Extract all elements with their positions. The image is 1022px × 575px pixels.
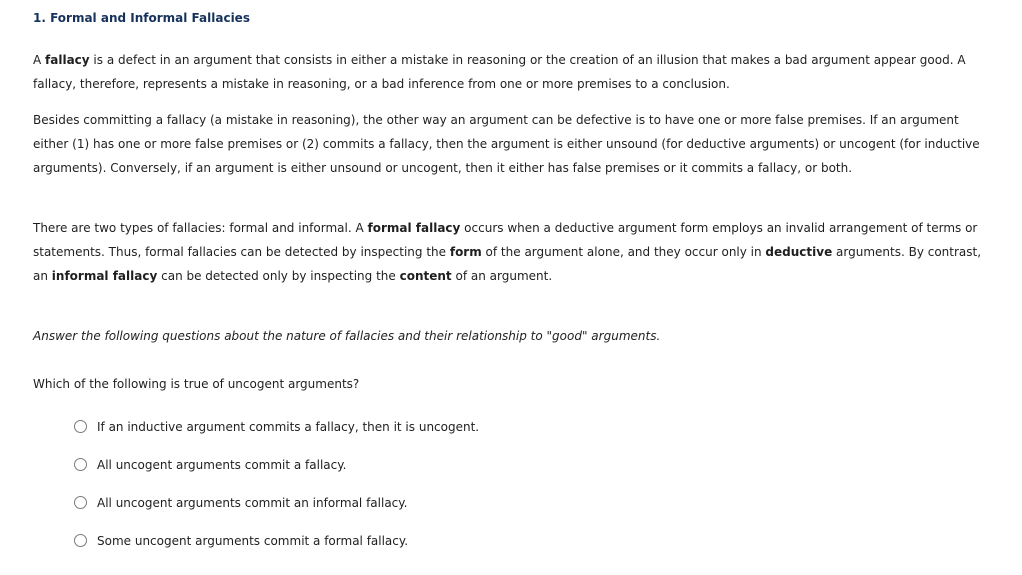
p3-text-1: There are two types of fallacies: formal and informal. A <box>33 221 368 235</box>
p3-term-content: content <box>399 269 452 283</box>
answer-option-label[interactable]: All uncogent arguments commit an informal fallacy. <box>97 496 408 510</box>
p3-term-informal-fallacy: informal fallacy <box>51 269 158 283</box>
answer-options <box>74 416 874 568</box>
p3-text-6: of an argument. <box>451 269 553 283</box>
answer-option[interactable] <box>74 530 874 568</box>
p1-term-fallacy: fallacy <box>45 53 90 67</box>
instruction-text: Answer the following questions about the nature of fallacies and their relationship to "good" arguments. <box>33 329 661 343</box>
paragraph-fallacy-types <box>33 216 993 288</box>
answer-option[interactable] <box>74 492 874 530</box>
paragraph-fallacy-definition <box>33 48 993 96</box>
answer-option-label[interactable]: All uncogent arguments commit a fallacy. <box>97 458 347 472</box>
p3-text-2: occurs when a deductive argument form employs an invalid arrangement of terms or statements. Thus, formal fallacies can be detected by inspecting the <box>33 221 978 259</box>
radio-button[interactable] <box>74 458 87 471</box>
radio-button[interactable] <box>74 534 87 547</box>
p1-text-1: A <box>33 53 46 67</box>
answer-option-label[interactable]: If an inductive argument commits a fallacy, then it is uncogent. <box>97 420 480 434</box>
radio-button[interactable] <box>74 420 87 433</box>
p3-term-formal-fallacy: formal fallacy <box>367 221 461 235</box>
section-title: 1. Formal and Informal Fallacies <box>33 11 250 25</box>
radio-button[interactable] <box>74 496 87 509</box>
p3-text-3: of the argument alone, and they occur only in <box>481 245 766 259</box>
p1-text-2: is a defect in an argument that consists in either a mistake in reasoning or the creation of an illusion that makes a bad argument appear good. A fallacy, therefore, represents a mistake in reasoning, or a bad inference from one or more premises to a conclusion. <box>33 53 966 91</box>
paragraph-defective-arguments: Besides committing a fallacy (a mistake in reasoning), the other way an argument can be defective is to have one or more false premises. If an argument either (1) has one or more false premises or (2) commits a fallacy, then the argument is either unsound (for deductive arguments) or uncogent (for inductive arguments). Conversely, if an argument is either unsound or uncogent, then it either has false premises or it commits a fallacy, or both. <box>33 113 980 175</box>
answer-option[interactable] <box>74 416 874 454</box>
answer-option[interactable] <box>74 454 874 492</box>
answer-option-label[interactable]: Some uncogent arguments commit a formal fallacy. <box>97 534 409 548</box>
p3-term-deductive: deductive <box>765 245 833 259</box>
p3-text-5: can be detected only by inspecting the <box>157 269 400 283</box>
question-text: Which of the following is true of uncogent arguments? <box>33 377 360 391</box>
p3-term-form: form <box>449 245 482 259</box>
p3-text-4: arguments. By contrast, an <box>33 245 982 283</box>
